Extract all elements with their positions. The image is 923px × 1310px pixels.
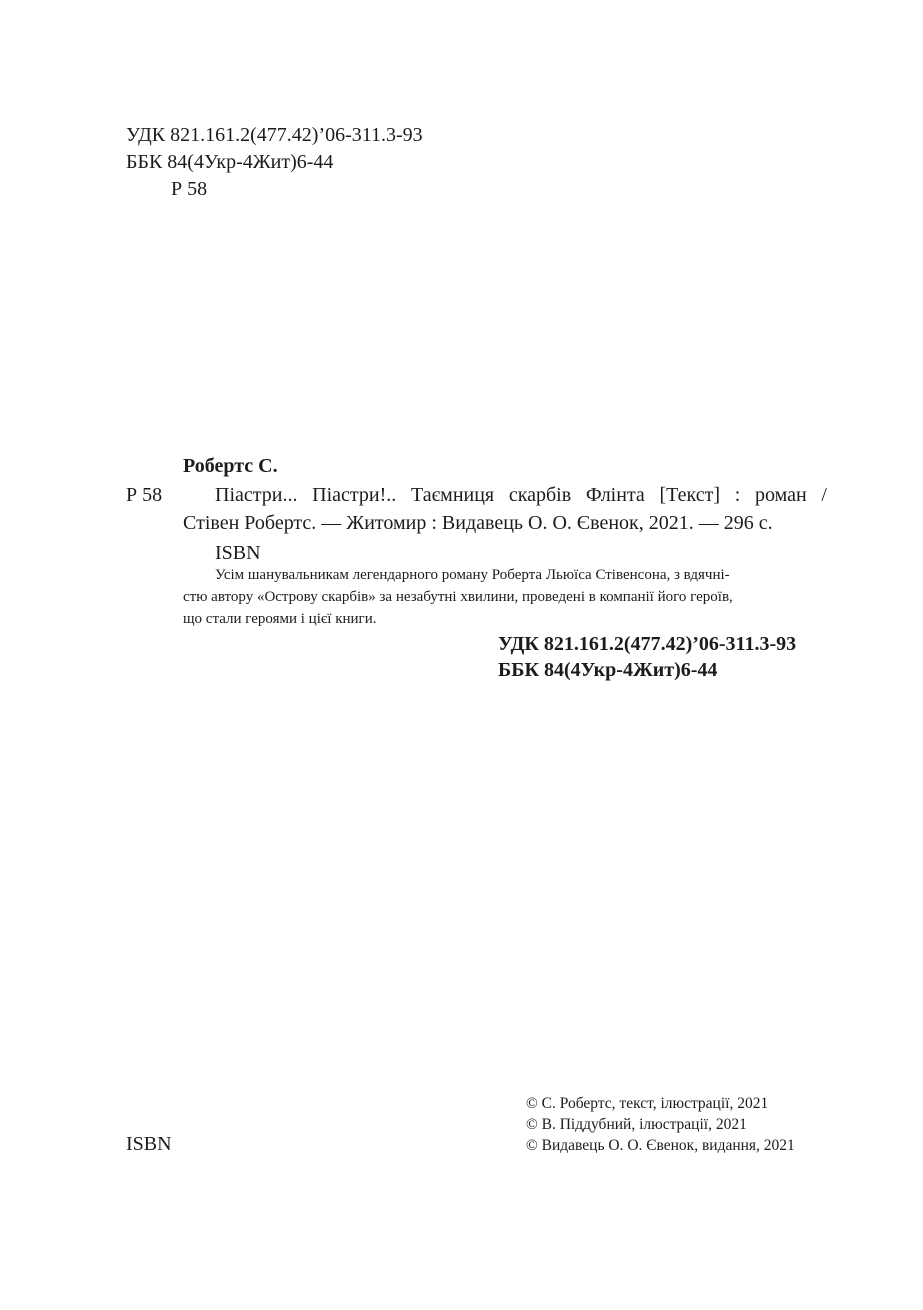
copyright-line-2: © В. Піддубний, ілюстрації, 2021 bbox=[526, 1116, 747, 1133]
description-line-2: Стівен Робертс. — Житомир : Видавець О. О. Євенок, 2021. — 296 с. bbox=[183, 512, 773, 534]
author-mark-card: Р 58 bbox=[126, 484, 163, 506]
isbn-card: ISBN bbox=[215, 542, 261, 564]
copyright-line-3: © Видавець О. О. Євенок, видання, 2021 bbox=[526, 1137, 795, 1154]
annotation-line-1: Усім шанувальникам легендарного роману Роберта Льюїса Стівенсона, з вдячні- bbox=[215, 567, 730, 583]
annotation-line-3: що стали героями і цієї книги. bbox=[183, 611, 377, 627]
author-mark-top: Р 58 bbox=[171, 178, 208, 200]
description-line-1: Піастри... Піастри!.. Таємниця скарбів Флінта [Текст] : роман / bbox=[215, 484, 827, 506]
copyright-line-1: © С. Робертс, текст, ілюстрації, 2021 bbox=[526, 1095, 769, 1112]
udk-code-card: УДК 821.161.2(477.42)’06-311.3-93 bbox=[498, 633, 797, 655]
bbk-code-card: ББК 84(4Укр-4Жит)6-44 bbox=[498, 659, 718, 681]
annotation-line-2: стю автору «Острову скарбів» за незабутні хвилини, проведені в компанії його героїв, bbox=[183, 589, 733, 605]
author-heading: Робертс С. bbox=[183, 455, 278, 477]
isbn-footer: ISBN bbox=[126, 1133, 172, 1155]
bbk-code-top: ББК 84(4Укр-4Жит)6-44 bbox=[126, 151, 334, 173]
udk-code-top: УДК 821.161.2(477.42)’06-311.3-93 bbox=[126, 124, 423, 146]
